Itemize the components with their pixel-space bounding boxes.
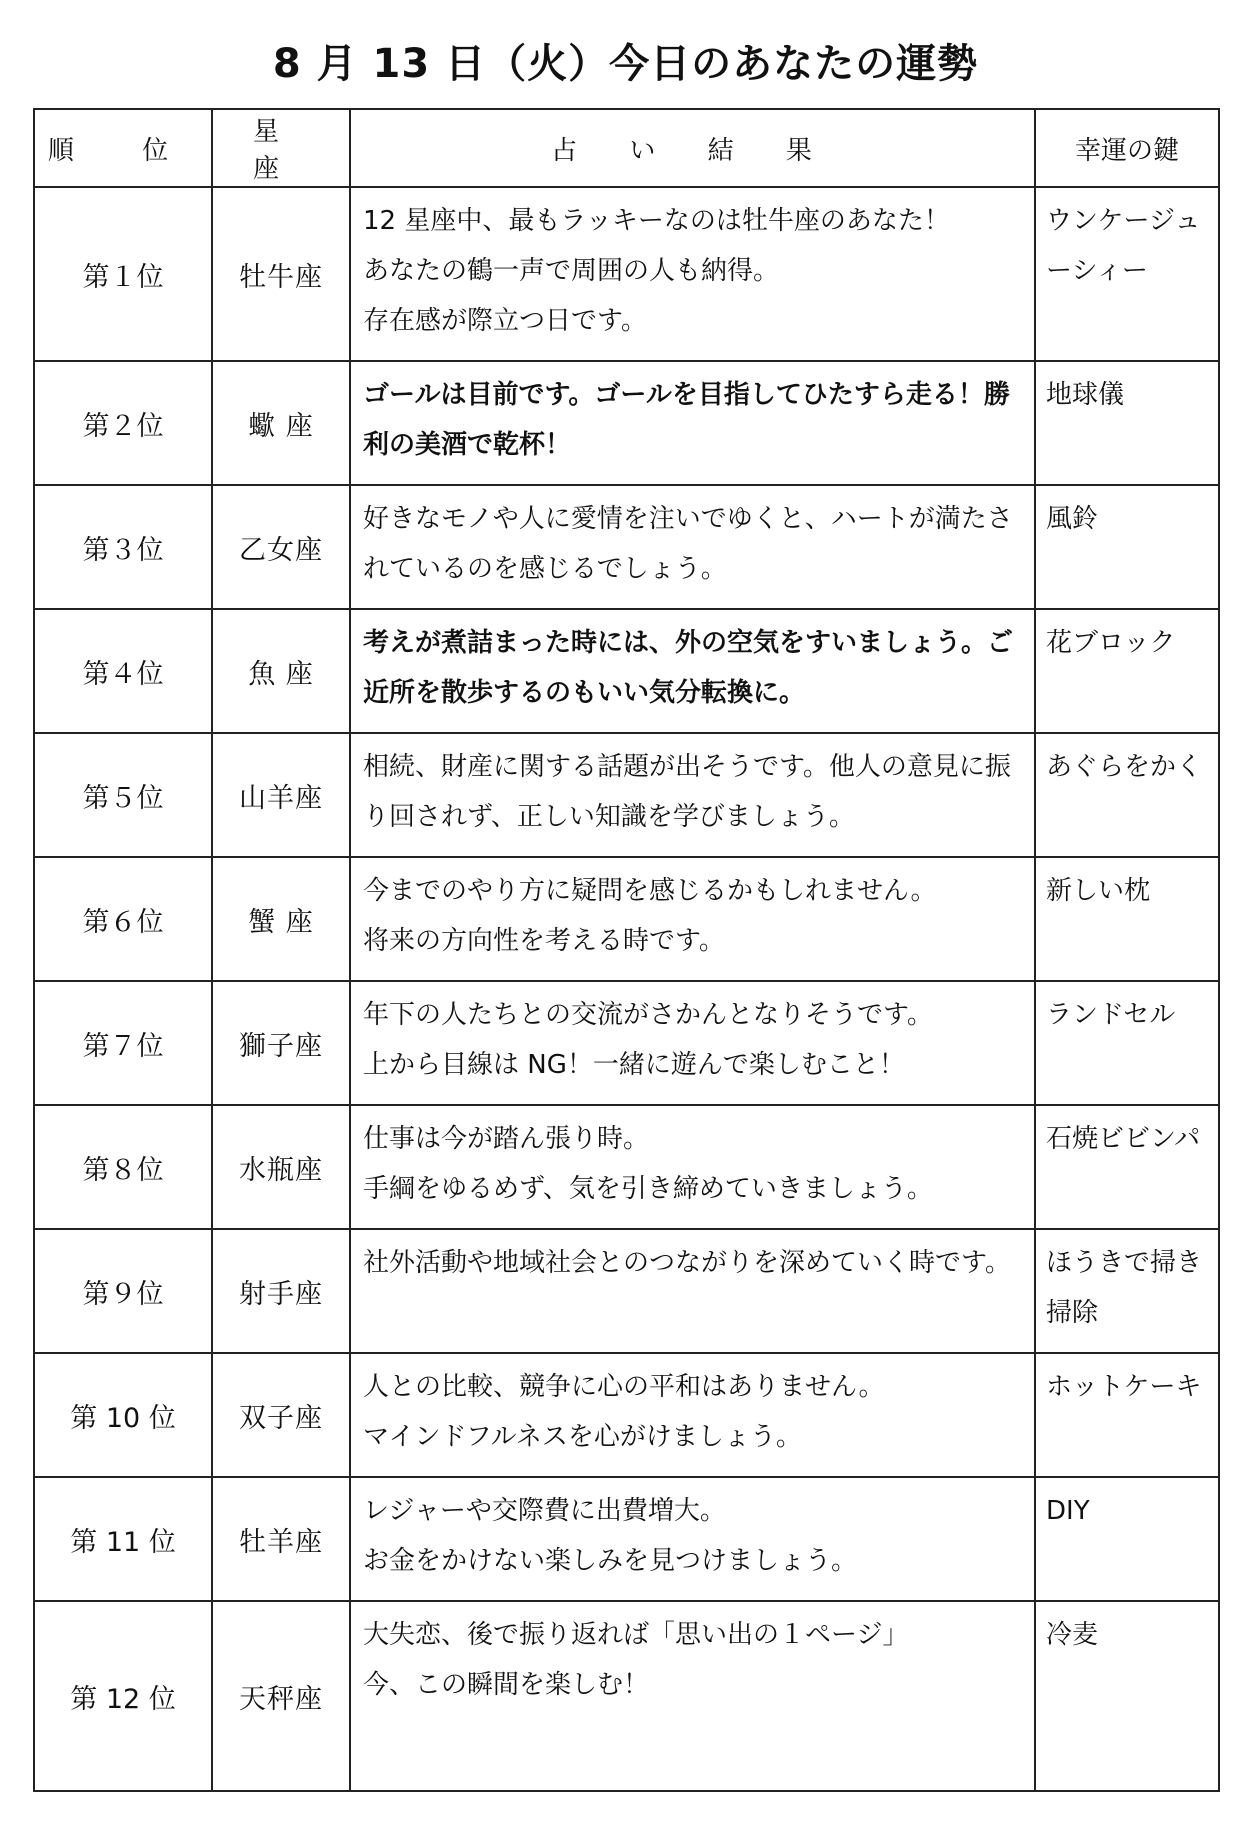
table-row	[34, 187, 1219, 361]
lucky-key-cell: 新しい枕	[1035, 857, 1219, 981]
sign-cell: 牡牛座	[212, 187, 350, 361]
rank-cell: 第７位	[34, 981, 212, 1105]
header-sign: 星 座	[212, 109, 350, 187]
result-cell	[350, 187, 1035, 361]
result-line: 考えが煮詰まった時には、外の空気をすいましょう。ご近所を散歩するのもいい気分転換に。	[363, 628, 1014, 708]
page-title: 8 月 13 日（火）今日のあなたの運勢	[272, 41, 979, 87]
sign-cell: 山羊座	[212, 733, 350, 857]
sign-cell: 双子座	[212, 1353, 350, 1477]
result-line: マインドフルネスを心がけましょう。	[363, 1422, 802, 1452]
table-row	[34, 609, 1219, 733]
result-cell	[350, 1477, 1035, 1601]
result-line: あなたの鶴一声で周囲の人も納得。	[363, 256, 780, 286]
lucky-key-cell: DIY	[1035, 1477, 1219, 1601]
table-row	[34, 857, 1219, 981]
sign-cell: 天秤座	[212, 1601, 350, 1791]
rank-cell: 第５位	[34, 733, 212, 857]
table-row	[34, 733, 1219, 857]
result-line: 好きなモノや人に愛情を注いでゆくと、ハートが満たされているのを感じるでしょう。	[363, 504, 1013, 584]
result-cell	[350, 609, 1035, 733]
result-cell	[350, 1353, 1035, 1477]
table-row	[34, 1229, 1219, 1353]
rank-cell: 第３位	[34, 485, 212, 609]
table-row	[34, 485, 1219, 609]
lucky-key-cell: 冷麦	[1035, 1601, 1219, 1791]
lucky-key-cell: 地球儀	[1035, 361, 1219, 485]
result-line: お金をかけない楽しみを見つけましょう。	[363, 1546, 858, 1576]
result-line: 手綱をゆるめず、気を引き締めていきましょう。	[363, 1174, 933, 1204]
rank-cell: 第１位	[34, 187, 212, 361]
header-row	[34, 109, 1219, 187]
lucky-key-cell: ほうきで掃き掃除	[1035, 1229, 1219, 1353]
horoscope-table	[33, 108, 1220, 1792]
rank-cell: 第８位	[34, 1105, 212, 1229]
table-row	[34, 1105, 1219, 1229]
result-line: 将来の方向性を考える時です。	[363, 926, 725, 956]
result-line: 社外活動や地域社会とのつながりを深めていく時です。	[363, 1248, 1011, 1278]
result-line: 人との比較、競争に心の平和はありません。	[363, 1372, 885, 1402]
header-key: 幸運の鍵	[1035, 109, 1219, 187]
result-cell	[350, 485, 1035, 609]
result-cell	[350, 857, 1035, 981]
result-cell	[350, 1601, 1035, 1791]
result-cell	[350, 1229, 1035, 1353]
sign-cell: 牡羊座	[212, 1477, 350, 1601]
result-cell	[350, 1105, 1035, 1229]
rank-cell: 第２位	[34, 361, 212, 485]
table-row	[34, 981, 1219, 1105]
result-cell	[350, 733, 1035, 857]
rank-cell: 第４位	[34, 609, 212, 733]
lucky-key-cell: あぐらをかく	[1035, 733, 1219, 857]
rank-cell: 第９位	[34, 1229, 212, 1353]
result-cell	[350, 981, 1035, 1105]
result-line: 12 星座中、最もラッキーなのは牡牛座のあなた！	[363, 206, 950, 236]
sign-cell: 蠍 座	[212, 361, 350, 485]
result-line: 仕事は今が踏ん張り時。	[363, 1124, 650, 1154]
rank-cell: 第 11 位	[34, 1477, 212, 1601]
result-line: 年下の人たちとの交流がさかんとなりそうです。	[363, 1000, 933, 1030]
sign-cell: 獅子座	[212, 981, 350, 1105]
sign-cell: 蟹 座	[212, 857, 350, 981]
lucky-key-cell: ランドセル	[1035, 981, 1219, 1105]
sign-cell: 魚 座	[212, 609, 350, 733]
result-cell	[350, 361, 1035, 485]
sign-cell: 水瓶座	[212, 1105, 350, 1229]
table-row	[34, 1353, 1219, 1477]
result-line: レジャーや交際費に出費増大。	[363, 1496, 726, 1526]
lucky-key-cell: 花ブロック	[1035, 609, 1219, 733]
result-line: 上から目線は NG！一緒に遊んで楽しむこと！	[363, 1050, 905, 1080]
rank-cell: 第 12 位	[34, 1601, 212, 1791]
lucky-key-cell: 石焼ビビンパ	[1035, 1105, 1219, 1229]
rank-cell: 第 10 位	[34, 1353, 212, 1477]
header-result: 占 い 結 果	[350, 109, 1035, 187]
lucky-key-cell: ウンケージューシィー	[1035, 187, 1219, 361]
result-line: 今までのやり方に疑問を感じるかもしれません。	[363, 876, 937, 906]
header-rank: 順 位	[34, 109, 212, 187]
result-line: ゴールは目前です。ゴールを目指してひたすら走る！勝利の美酒で乾杯！	[363, 380, 1010, 460]
result-line: 存在感が際立つ日です。	[363, 306, 647, 336]
lucky-key-cell: ホットケーキ	[1035, 1353, 1219, 1477]
result-line: 相続、財産に関する話題が出そうです。他人の意見に振り回されず、正しい知識を学びましょう。	[363, 752, 1011, 832]
result-line: 大失恋、後で振り返れば「思い出の１ページ」	[363, 1620, 909, 1650]
lucky-key-cell: 風鈴	[1035, 485, 1219, 609]
result-line: 今、この瞬間を楽しむ！	[363, 1670, 650, 1700]
table-row	[34, 1601, 1219, 1791]
rank-cell: 第６位	[34, 857, 212, 981]
sign-cell: 射手座	[212, 1229, 350, 1353]
table-row	[34, 1477, 1219, 1601]
sign-cell: 乙女座	[212, 485, 350, 609]
table-row	[34, 361, 1219, 485]
